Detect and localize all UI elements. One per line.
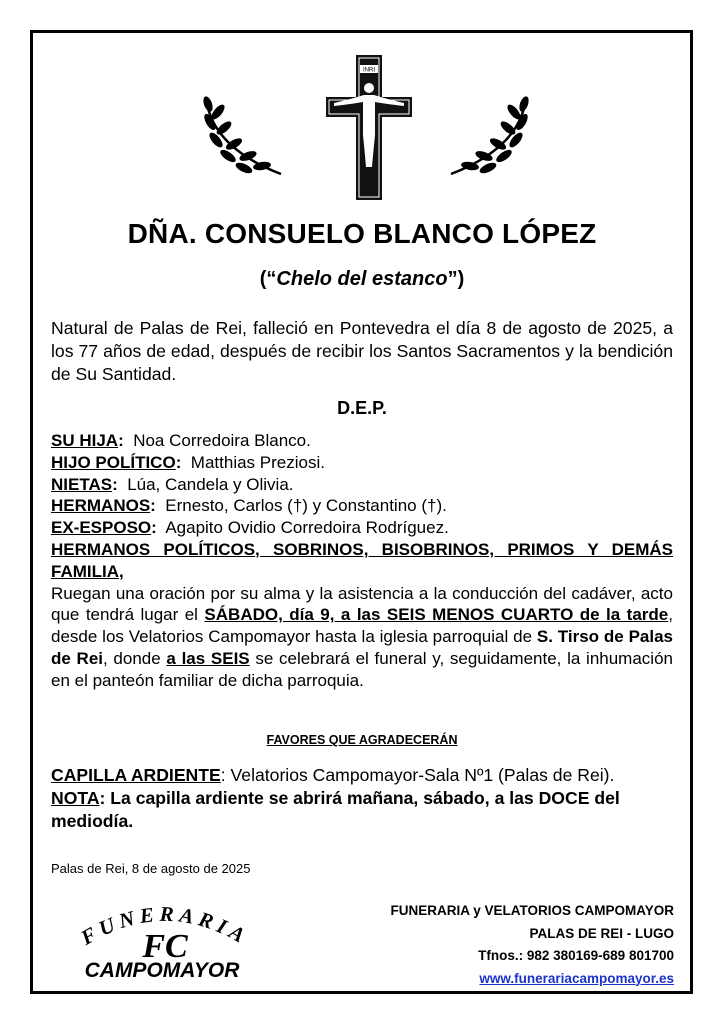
family-row-ex-esposo: EX-ESPOSO: Agapito Ovidio Corredoira Rodríguez. bbox=[51, 518, 449, 538]
contact-name: FUNERARIA y VELATORIOS CAMPOMAYOR bbox=[390, 903, 674, 918]
family-row-hijo-politico: HIJO POLÍTICO: Matthias Preziosi. bbox=[51, 452, 325, 472]
contact-city: PALAS DE REI - LUGO bbox=[529, 925, 674, 941]
favores-line: FAVORES QUE AGRADECERÁN bbox=[266, 733, 458, 747]
capilla-ardiente: CAPILLA ARDIENTE: Velatorios Campomayor-Sala Nº1 (Palas de Rei). bbox=[51, 765, 615, 785]
website-link[interactable]: www.funerariacampomayor.es bbox=[479, 970, 674, 986]
intro-paragraph: Natural de Palas de Rei, falleció en Pontevedra el día 8 de agosto de 2025, a los 77 años de edad, después de recibir los Santos Sacramentos y la bendición de Su Santidad. bbox=[51, 318, 673, 384]
date-line: Palas de Rei, 8 de agosto de 2025 bbox=[51, 861, 251, 876]
contact-block bbox=[390, 900, 674, 990]
svg-text:FC: FC bbox=[142, 928, 188, 965]
deceased-name: DÑA. CONSUELO BLANCO LÓPEZ bbox=[127, 218, 597, 249]
family-row-hermanos: HERMANOS: Ernesto, Carlos (†) y Constantino (†). bbox=[51, 496, 447, 516]
ceremony-paragraph: Ruegan una oración por su alma y la asistencia a la conducción del cadáver, acto que tendrá lugar el SÁBADO, día 9, a las SEIS MENOS CUARTO de la tarde, desde los Velatorios Campomayor hasta la iglesia parroquial de S. Tirso de Palas de Rei, donde a las SEIS se celebrará el funeral y, seguidamente, la inhumación en el panteón familiar de dicha parroquia. bbox=[51, 583, 673, 690]
contact-phones: Tfnos.: 982 380169-689 801700 bbox=[478, 948, 674, 963]
laurel-branch-left-icon bbox=[196, 92, 286, 182]
nota: NOTA: La capilla ardiente se abrirá mañana, sábado, a las DOCE del mediodía. bbox=[51, 788, 620, 831]
family-row-nietas: NIETAS: Lúa, Candela y Olivia. bbox=[51, 474, 294, 494]
family-list bbox=[51, 430, 673, 692]
inri-plaque: INRI bbox=[363, 67, 375, 74]
funeraria-logo bbox=[50, 895, 280, 985]
nickname: (“Chelo del estanco”) bbox=[259, 268, 465, 290]
laurel-branch-right-icon bbox=[446, 92, 536, 182]
relatives-heading: HERMANOS POLÍTICOS, SOBRINOS, BISOBRINOS, PRIMOS Y DEMÁS FAMILIA, bbox=[51, 539, 673, 581]
svg-text:CAMPOMAYOR: CAMPOMAYOR bbox=[84, 959, 240, 982]
svg-text:FUNERARIA: FUNERARIA bbox=[76, 901, 254, 950]
crucifix-icon bbox=[326, 55, 412, 200]
family-row-hija: SU HIJA: Noa Corredoira Blanco. bbox=[51, 431, 311, 450]
dep-heading: D.E.P. bbox=[337, 398, 387, 418]
capilla-block bbox=[51, 764, 673, 833]
